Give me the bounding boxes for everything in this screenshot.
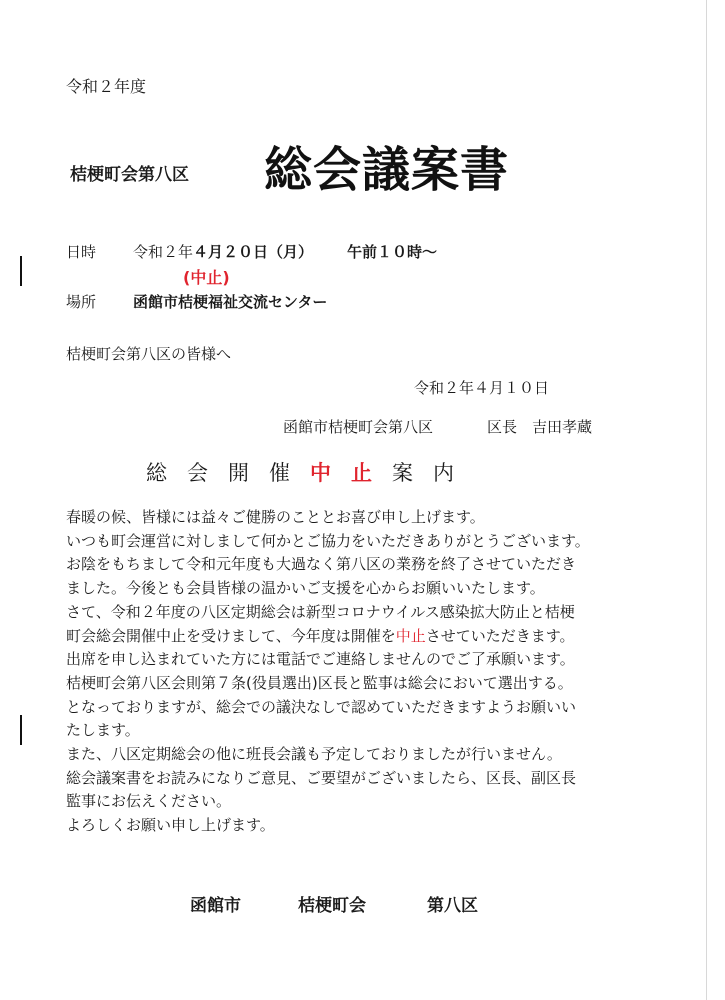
notice-heading: [146, 457, 474, 487]
notice-heading-highlight: 中止: [310, 461, 392, 485]
place-value: 函館市桔梗福祉交流センター: [133, 293, 328, 311]
body-line-part: させていただきます。: [425, 626, 575, 645]
fiscal-year: 令和２年度: [66, 77, 147, 96]
body-line: 総会議案書をお読みになりご意見、ご要望がございましたら、区長、副区長: [66, 768, 577, 787]
datetime-month-day: ４月２０日（月）: [193, 243, 314, 261]
issue-date: 令和２年４月１０日: [414, 379, 550, 397]
body-line: [66, 625, 676, 649]
footer-association: 桔梗町会: [298, 896, 366, 916]
notice-heading-part2: 案内: [392, 461, 474, 485]
body-line: よろしくお願い申し上げます。: [66, 816, 275, 835]
body-line: となっておりますが、総会での議決なしで認めていただきますようお願いい: [66, 697, 577, 716]
sender-role-name: 区長 吉田孝蔵: [487, 418, 593, 436]
place-label: 場所: [66, 293, 97, 311]
document-title: 総会議案書: [264, 142, 510, 198]
greeting: 桔梗町会第八区の皆様へ: [66, 345, 232, 363]
body-line-highlight: 中止: [395, 626, 426, 645]
datetime-era-year: 令和２年: [133, 243, 194, 261]
body-line: 春暖の候、皆様には益々ご健勝のこととお喜び申し上げます。: [66, 508, 485, 526]
body-line: さて、令和２年度の八区定期総会は新型コロナウイルス感染拡大防止と桔梗: [66, 602, 575, 621]
scan-mark: [20, 715, 22, 745]
body-line: 監事にお伝えください。: [66, 792, 232, 811]
datetime-label: 日時: [66, 243, 97, 261]
body-line: ました。今後とも会員皆様の温かいご支援を心からお願いいたします。: [66, 579, 545, 598]
datetime-time: 午前１０時～: [347, 243, 438, 261]
body-line: 桔梗町会第八区会則第７条(役員選出)区長と監事は総会において選出する。: [66, 673, 573, 692]
page-edge: [706, 0, 707, 1000]
body-line-part: 町会総会開催中止を受けまして、今年度は開催を: [66, 626, 396, 645]
scan-mark: [20, 256, 22, 286]
footer-district: 第八区: [427, 896, 478, 916]
body-line: いつも町会運営に対しまして何かとご協力をいただきありがとうございます。: [66, 531, 590, 550]
organization-name: 桔梗町会第八区: [70, 165, 189, 185]
body-line: また、八区定期総会の他に班長会議も予定しておりましたが行いません。: [66, 745, 562, 764]
sender-organization: 函館市桔梗町会第八区: [283, 418, 434, 436]
notice-heading-part1: 総会開催: [146, 461, 310, 485]
body-line: お陰をもちまして令和元年度も大過なく第八区の業務を終了させていただき: [66, 555, 577, 574]
datetime-date: [133, 241, 313, 262]
footer-city: 函館市: [190, 896, 241, 916]
body-line: たします。: [66, 721, 140, 740]
body-line: 出席を申し込まれていた方には電話でご連絡しませんのでご了承願います。: [66, 650, 575, 669]
cancel-note: (中止): [183, 268, 230, 287]
letter-body: [66, 506, 676, 838]
